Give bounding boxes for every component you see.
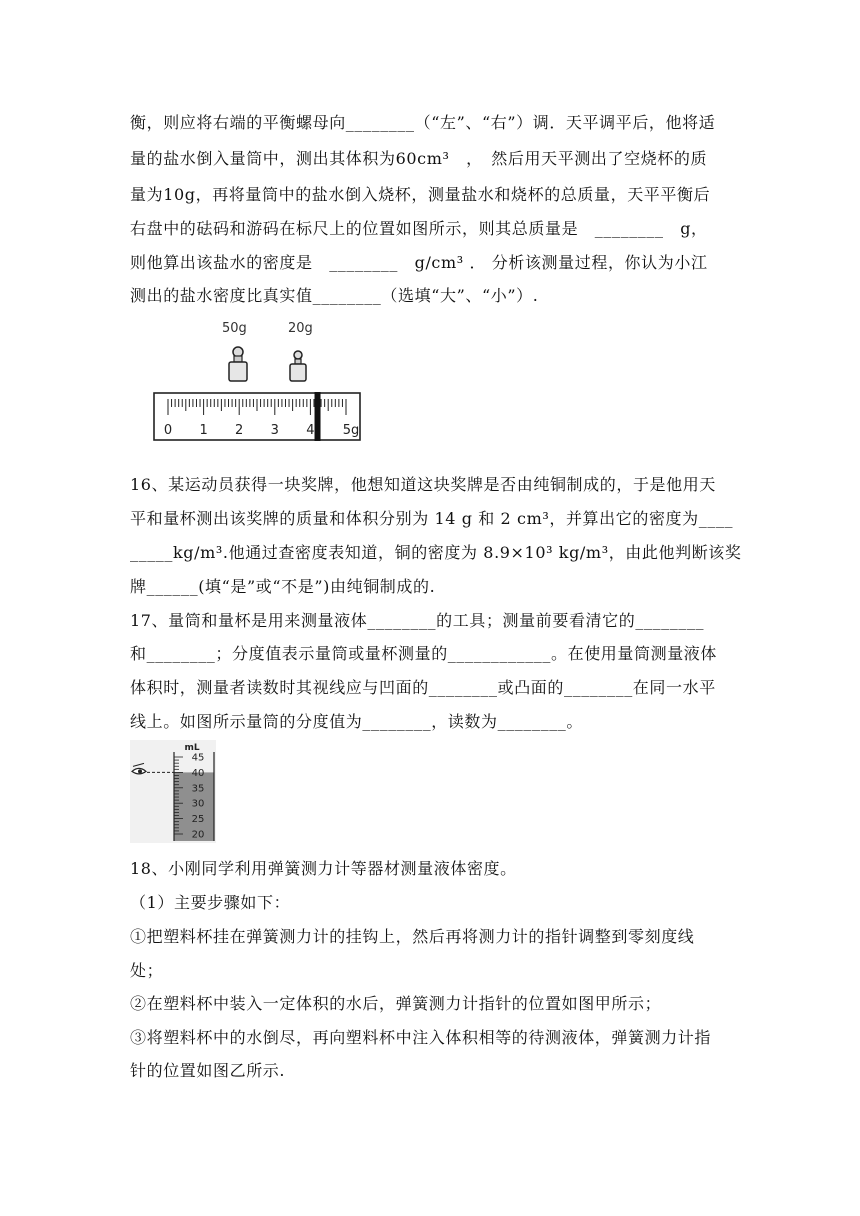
ruler-tick-label: 2	[235, 423, 244, 438]
cylinder-unit-label: mL	[184, 743, 200, 753]
cylinder-tick-label: 40	[191, 767, 205, 779]
cylinder-tick-label: 35	[191, 783, 205, 795]
cylinder-tick-label: 45	[191, 752, 205, 764]
q17-line-1: 17、量筒和量杯是用来测量液体________的工具；测量前要看清它的________	[130, 611, 705, 630]
weight-20g-label: 20g	[288, 321, 313, 336]
ruler-tick-label: 3	[270, 423, 279, 438]
q18-line-2: （1）主要步骤如下：	[130, 893, 291, 912]
balance-scale-svg	[150, 315, 365, 445]
q18-line-7: 针的位置如图乙所示.	[130, 1061, 286, 1080]
q18-line-5: ②在塑料杯中装入一定体积的水后，弹簧测力计指针的位置如图甲所示；	[130, 994, 662, 1013]
ruler-tick-label: 1	[199, 423, 208, 438]
q15-line-3: 量为10g，再将量筒中的盐水倒入烧杯，测量盐水和烧杯的总质量，天平平衡后	[130, 185, 711, 204]
graduated-cylinder-svg	[130, 740, 216, 843]
q16-line-2: 平和量杯测出该奖牌的质量和体积分别为 14 g 和 2 cm³，并算出它的密度为____	[130, 509, 734, 528]
q17-line-3: 体积时，测量者读数时其视线应与凹面的________或凸面的________在同一水平	[130, 678, 716, 697]
q17-line-4: 线上。如图所示量筒的分度值为________，读数为________。	[130, 712, 584, 731]
cylinder-tick-label: 25	[191, 814, 205, 826]
q15-line-1: 衡，则应将右端的平衡螺母向________（“左”、“右”）调．天平调平后，他将适	[130, 113, 716, 132]
q15-line-5: 则他算出该盐水的密度是 ________ g/cm³ ． 分析该测量过程，你认为小江	[130, 253, 708, 272]
weight-50g-icon	[229, 347, 247, 381]
q15-line-4: 右盘中的砝码和游码在标尺上的位置如图所示，则其总质量是 ________ g，	[130, 219, 708, 238]
weight-20g-icon	[290, 351, 306, 381]
q18-line-3: ①把塑料杯挂在弹簧测力计的挂钩上，然后再将测力计的指针调整到零刻度线	[130, 927, 695, 946]
q16-line-4: 牌______(填“是”或“不是”)由纯铜制成的.	[130, 577, 436, 596]
q16-line-3: _____kg/m³.他通过查密度表知道，铜的密度为 8.9×10³ kg/m³，由此他判断该奖	[130, 543, 742, 562]
weight-50g-label: 50g	[222, 321, 247, 336]
rider-marker	[315, 392, 321, 441]
q15-line-6: 测出的盐水密度比真实值________（选填“大”、“小”）.	[130, 286, 539, 305]
balance-scale-figure	[150, 315, 365, 445]
q18-line-4: 处；	[130, 961, 164, 980]
cylinder-tick-label: 20	[191, 829, 205, 841]
ruler-tick-label: 0	[163, 423, 173, 438]
q18-line-1: 18、小刚同学利用弹簧测力计等器材测量液体密度。	[130, 859, 517, 878]
q17-line-2: 和________；分度值表示量筒或量杯测量的____________。在使用量筒测量液体	[130, 644, 718, 663]
q15-line-2: 量的盐水倒入量筒中，测出其体积为60cm³ ， 然后用天平测出了空烧杯的质	[130, 149, 708, 168]
q18-line-6: ③将塑料杯中的水倒尽，再向塑料杯中注入体积相等的待测液体，弹簧测力计指	[130, 1028, 712, 1047]
q16-line-1: 16、某运动员获得一块奖牌，他想知道这块奖牌是否由纯铜制成的，于是他用天	[130, 475, 716, 494]
cylinder-tick-label: 30	[191, 798, 205, 810]
graduated-cylinder-figure	[130, 740, 216, 843]
ruler-tick-label: 5g	[342, 423, 360, 438]
ruler-tick-label: 4	[306, 423, 315, 438]
